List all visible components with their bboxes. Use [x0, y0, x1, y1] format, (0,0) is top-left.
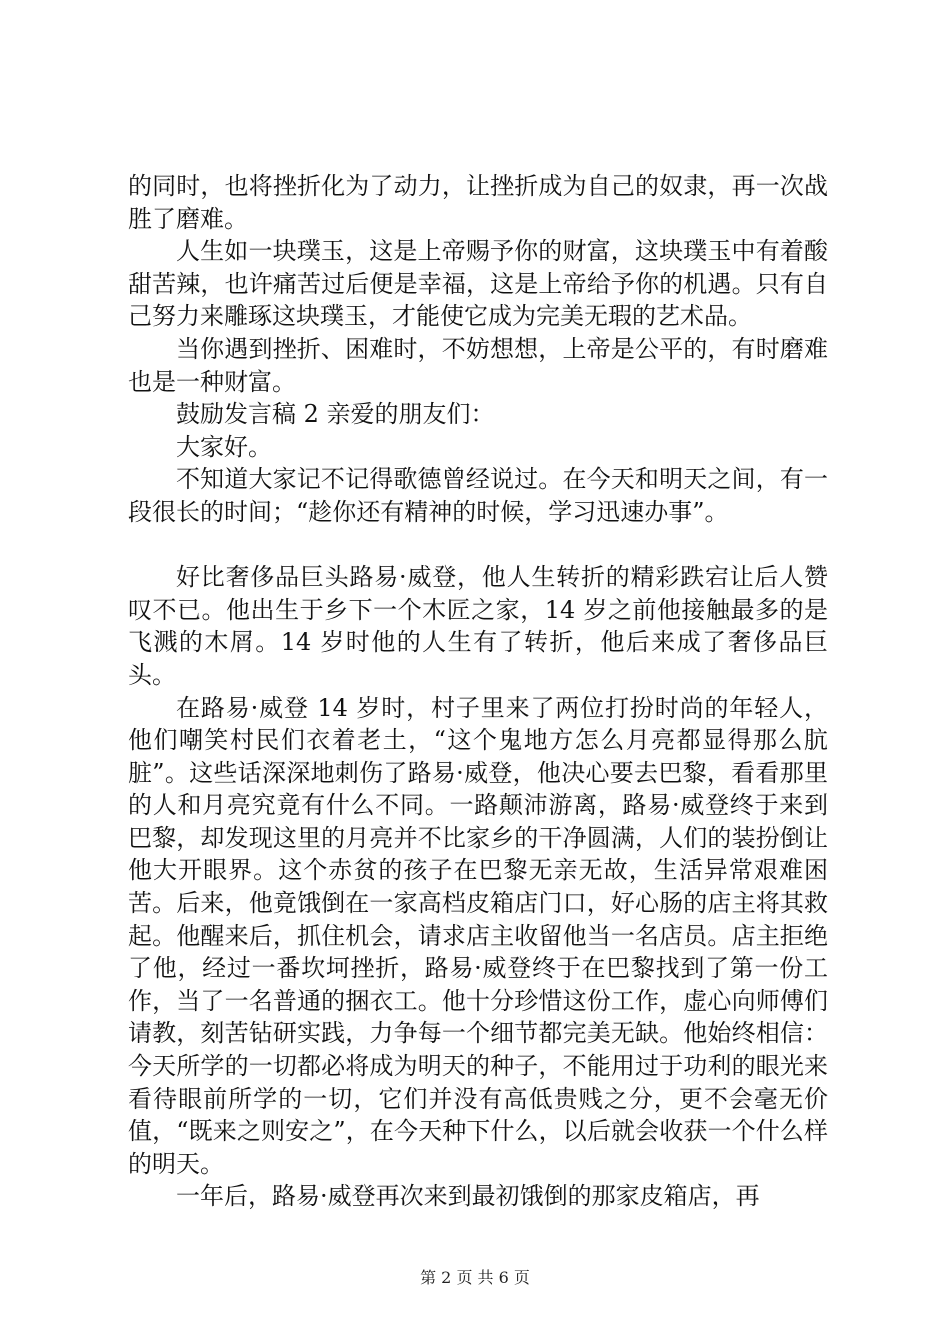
- paragraph-fairness: 当你遇到挫折、困难时，不妨想想，上帝是公平的，有时磨难也是一种财富。: [128, 334, 828, 396]
- paragraph-one-year-later: 一年后，路易·威登再次来到最初饿倒的那家皮箱店，再: [176, 1182, 760, 1211]
- greeting: 大家好。: [176, 432, 272, 461]
- paragraph-louis-vuitton-story: 在路易·威登 14 岁时，村子里来了两位打扮时尚的年轻人，他们嘲笑村民们衣着老土，“这个鬼地方怎么月亮都显得那么肮脏”。这些话深深地刺伤了路易·威登，他决心要去巴黎，看看那里的人和月亮究竟有什么不同。一路颠沛游离，路易·威登终于来到巴黎，却发现这里的月亮并不比家乡的干净圆满，人们的装扮倒让他大开眼界。这个赤贫的孩子在巴黎无亲无故，生活异常艰难困苦。后来，他竟饿倒在一家高档皮箱店门口，好心肠的店主将其救起。他醒来后，抓住机会，请求店主收留他当一名店员。店主拒绝了他，经过一番坎坷挫折，路易·威登终于在巴黎找到了第一份工作，当了一名普通的捆衣工。他十分珍惜这份工作，虚心向师傅们请教，刻苦钻研实践，力争每一个细节都完美无缺。他始终相信：今天所学的一切都必将成为明天的种子，不能用过于功利的眼光来看待眼前所学的一切，它们并没有高低贵贱之分，更不会毫无价值，“既来之则安之”，在今天种下什么，以后就会收获一个什么样的明天。: [128, 693, 828, 1178]
- blank-line: [128, 529, 828, 562]
- paragraph-goethe: 不知道大家记不记得歌德曾经说过。在今天和明天之间，有一段很长的时间；“趁你还有精神的时候，学习迅速办事”。: [128, 465, 828, 526]
- page-number: 第 2 页 共 6 页: [420, 1268, 530, 1287]
- paragraph-jade: 人生如一块璞玉，这是上帝赐予你的财富，这块璞玉中有着酸甜苦辣，也许痛苦过后便是幸福，这是上帝给予你的机遇。只有自己努力来雕琢这块璞玉，才能使它成为完美无瑕的艺术品。: [128, 237, 828, 331]
- speech-title: 鼓励发言稿 2 亲爱的朋友们：: [176, 400, 495, 429]
- paragraph-louis-vuitton-intro: 好比奢侈品巨头路易·威登，他人生转折的精彩跌宕让后人赞叹不已。他出生于乡下一个木匠之家，14 岁之前他接触最多的是飞溅的木屑。14 岁时他的人生有了转折，他后来成了奢侈品巨头。: [128, 563, 828, 689]
- document-body: [128, 170, 828, 1213]
- page-footer: [0, 1268, 950, 1288]
- paragraph-continuation: 的同时，也将挫折化为了动力，让挫折成为自己的奴隶，再一次战胜了磨难。: [128, 172, 828, 233]
